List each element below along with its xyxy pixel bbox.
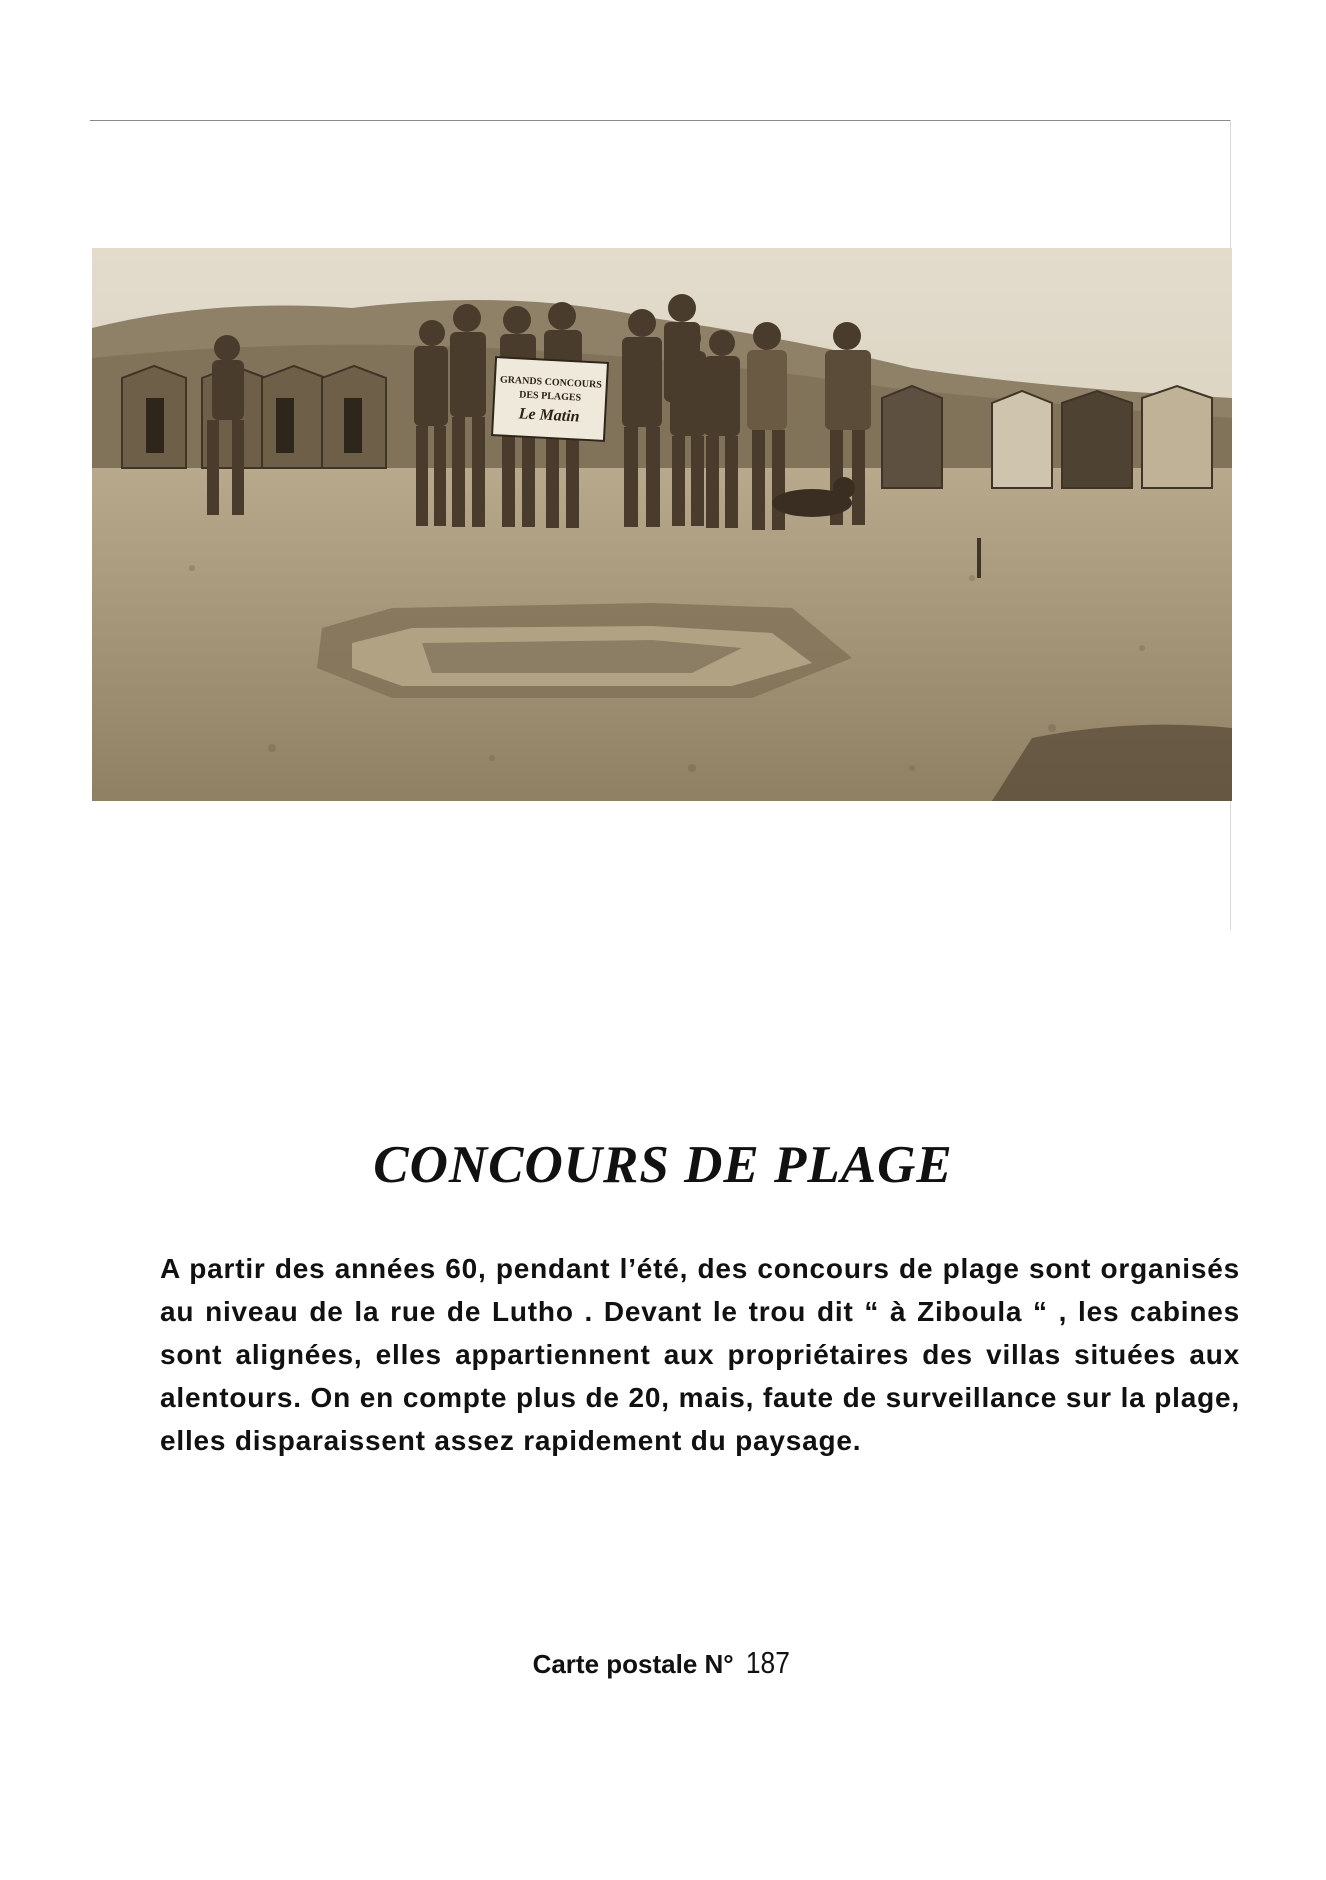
postcard-caption — [0, 1645, 1326, 1681]
beach-contest-photo — [92, 248, 1232, 801]
page-title: CONCOURS DE PLAGE — [373, 1136, 953, 1194]
sign-line-1: GRANDS CONCOURS — [499, 374, 603, 391]
top-rule — [90, 120, 1230, 121]
sign-line-2: DES PLAGES — [518, 389, 582, 404]
postcard-number: 187 — [745, 1645, 790, 1680]
caption-label: Carte postale N° — [532, 1649, 734, 1679]
sign-line-3: Le Matin — [518, 405, 580, 426]
body-paragraph: A partir des années 60, pendant l’été, des concours de plage sont organisés au niveau de la rue de Lutho . Devant le trou dit “ à Ziboula “ , les cabines sont alignées, elles appartiennent aux propriétaires des villas situées aux alentours. On en compte plus de 20, mais, faute de surveillance sur la plage, elles disparaissent assez rapidement du paysage. — [160, 1253, 1240, 1456]
